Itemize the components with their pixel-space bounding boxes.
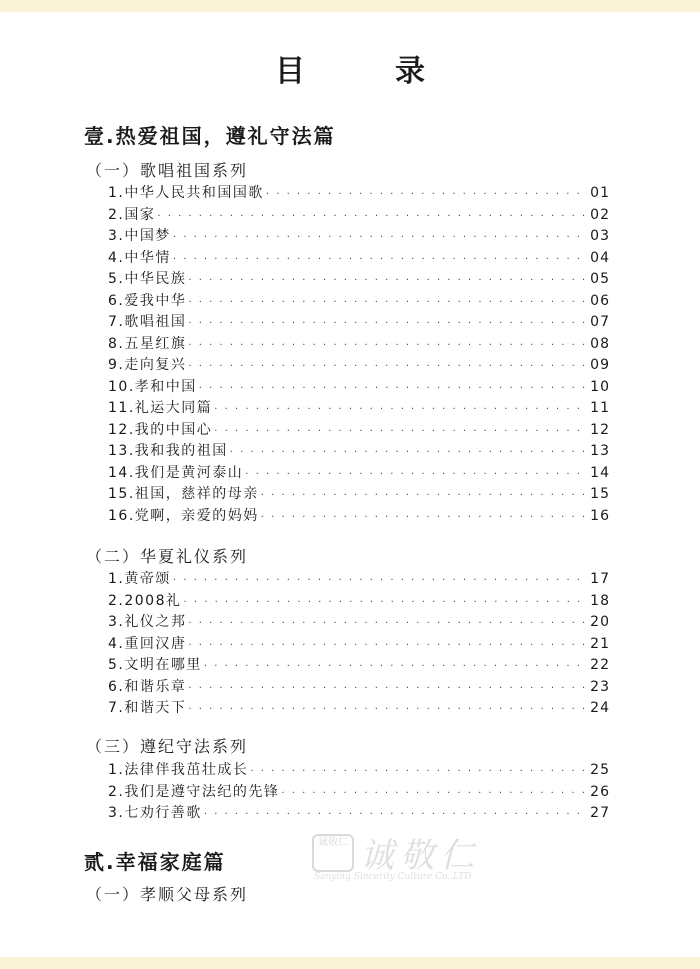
toc-entry	[108, 311, 610, 333]
toc-leader-dots	[188, 318, 588, 329]
toc-entry	[108, 781, 610, 803]
toc-leader-dots	[204, 661, 588, 672]
toc-entry	[108, 676, 610, 698]
toc-leader-dots	[188, 361, 588, 372]
toc-leader-dots	[204, 809, 588, 820]
toc-leader-dots	[281, 788, 588, 799]
toc-leader-dots	[188, 640, 588, 651]
toc-entry-title: 13.我和我的祖国	[108, 443, 228, 459]
toc-entry	[108, 654, 610, 676]
toc-entry-title: 6.和谐乐章	[108, 678, 187, 695]
toc-leader-dots	[173, 232, 588, 243]
toc-entry-title: 4.中华情	[108, 249, 171, 266]
toc-entry-title: 3.七劝行善歌	[108, 805, 202, 821]
toc-entry	[108, 268, 610, 290]
watermark-seal: 诚敬仁	[312, 834, 354, 872]
toc-list-singing-motherland	[108, 182, 610, 526]
toc-entry-title: 3.中国梦	[108, 228, 171, 244]
toc-entry-page-number: 17	[590, 571, 610, 587]
toc-entry-page-number: 25	[590, 762, 610, 778]
toc-entry	[108, 354, 610, 376]
toc-entry-page-number: 27	[590, 805, 610, 821]
toc-entry-page-number: 24	[590, 700, 610, 716]
toc-entry-page-number: 21	[590, 635, 610, 652]
toc-entry-page-number: 20	[590, 614, 610, 630]
toc-leader-dots	[250, 766, 588, 777]
toc-entry	[108, 247, 610, 269]
toc-leader-dots	[245, 469, 588, 480]
toc-entry	[108, 759, 610, 781]
toc-entry-page-number: 03	[590, 228, 610, 244]
toc-leader-dots	[214, 404, 588, 415]
toc-entry	[108, 376, 610, 398]
series-heading-2-1: （一）孝顺父母系列	[86, 885, 249, 904]
toc-entry-title: 1.黄帝颂	[108, 571, 171, 587]
toc-leader-dots	[184, 597, 589, 608]
toc-list-etiquette	[108, 568, 610, 719]
toc-entry-title: 2.我们是遵守法纪的先锋	[108, 783, 280, 800]
toc-entry-page-number: 06	[590, 292, 610, 309]
toc-list-law	[108, 759, 610, 824]
toc-entry-title: 1.法律伴我茁壮成长	[108, 762, 249, 778]
toc-entry	[108, 505, 610, 527]
toc-entry-title: 16.党啊，亲爱的妈妈	[108, 507, 259, 524]
toc-entry-title: 7.和谐天下	[108, 700, 187, 716]
toc-entry	[108, 483, 610, 505]
toc-entry	[108, 182, 610, 204]
toc-entry-page-number: 14	[590, 464, 610, 481]
toc-entry-title: 2.2008礼	[108, 592, 182, 609]
toc-entry-page-number: 10	[590, 378, 610, 395]
toc-leader-dots	[188, 340, 588, 351]
toc-entry	[108, 419, 610, 441]
toc-leader-dots	[199, 383, 588, 394]
toc-entry-title: 5.文明在哪里	[108, 657, 202, 673]
toc-entry-title: 8.五星红旗	[108, 335, 187, 352]
toc-entry-title: 5.中华民族	[108, 271, 187, 287]
toc-entry-page-number: 04	[590, 249, 610, 266]
toc-entry	[108, 590, 610, 612]
watermark-text: 诚敬仁	[360, 836, 480, 876]
watermark-subtext: Sanying Sincerity Culture Co.,LTD	[314, 872, 472, 882]
toc-entry-page-number: 05	[590, 271, 610, 287]
toc-entry-page-number: 02	[590, 206, 610, 223]
toc-entry	[108, 802, 610, 824]
page-title: 目 录	[275, 54, 455, 89]
toc-entry-page-number: 18	[590, 592, 610, 609]
toc-entry	[108, 568, 610, 590]
toc-leader-dots	[266, 189, 588, 200]
toc-entry	[108, 290, 610, 312]
toc-entry-title: 6.爱我中华	[108, 292, 187, 309]
toc-entry	[108, 225, 610, 247]
toc-entry-title: 12.我的中国心	[108, 421, 213, 438]
top-border-band	[0, 0, 700, 12]
toc-entry-page-number: 09	[590, 357, 610, 373]
toc-entry-title: 2.国家	[108, 206, 156, 223]
toc-entry-title: 3.礼仪之邦	[108, 614, 187, 630]
watermark-logo	[312, 828, 512, 888]
toc-entry	[108, 333, 610, 355]
toc-entry-page-number: 08	[590, 335, 610, 352]
series-heading-1-1: （一）歌唱祖国系列	[86, 161, 249, 180]
toc-entry-page-number: 23	[590, 678, 610, 695]
toc-entry-title: 7.歌唱祖国	[108, 314, 187, 330]
toc-leader-dots	[157, 211, 588, 222]
toc-entry-title: 1.中华人民共和国国歌	[108, 185, 264, 201]
toc-leader-dots	[261, 490, 588, 501]
toc-entry-page-number: 15	[590, 486, 610, 502]
toc-leader-dots	[188, 297, 588, 308]
toc-entry-page-number: 12	[590, 421, 610, 438]
toc-leader-dots	[188, 704, 588, 715]
toc-entry-page-number: 13	[590, 443, 610, 459]
toc-entry-page-number: 01	[590, 185, 610, 201]
toc-leader-dots	[188, 683, 588, 694]
toc-entry	[108, 697, 610, 719]
part-heading-1: 壹.热爱祖国，遵礼守法篇	[84, 124, 336, 148]
toc-leader-dots	[173, 575, 588, 586]
toc-entry-title: 15.祖国，慈祥的母亲	[108, 486, 259, 502]
toc-entry-page-number: 22	[590, 657, 610, 673]
bottom-border-band	[0, 957, 700, 969]
toc-leader-dots	[173, 254, 588, 265]
series-heading-1-3: （三）遵纪守法系列	[86, 737, 249, 756]
toc-leader-dots	[214, 426, 588, 437]
toc-entry	[108, 397, 610, 419]
toc-entry-title: 9.走向复兴	[108, 357, 187, 373]
toc-entry-title: 14.我们是黄河泰山	[108, 464, 244, 481]
toc-entry-page-number: 16	[590, 507, 610, 524]
toc-entry	[108, 440, 610, 462]
part-heading-2: 贰.幸福家庭篇	[84, 850, 226, 874]
toc-entry-page-number: 26	[590, 783, 610, 800]
toc-entry	[108, 633, 610, 655]
toc-entry	[108, 204, 610, 226]
toc-leader-dots	[188, 275, 588, 286]
series-heading-1-2: （二）华夏礼仪系列	[86, 547, 249, 566]
toc-entry	[108, 611, 610, 633]
toc-leader-dots	[230, 447, 588, 458]
toc-entry	[108, 462, 610, 484]
toc-leader-dots	[188, 618, 588, 629]
toc-entry-page-number: 07	[590, 314, 610, 330]
toc-entry-title: 11.礼运大同篇	[108, 400, 213, 416]
toc-entry-title: 4.重回汉唐	[108, 635, 187, 652]
toc-entry-page-number: 11	[590, 400, 610, 416]
toc-leader-dots	[261, 512, 588, 523]
toc-entry-title: 10.孝和中国	[108, 378, 197, 395]
